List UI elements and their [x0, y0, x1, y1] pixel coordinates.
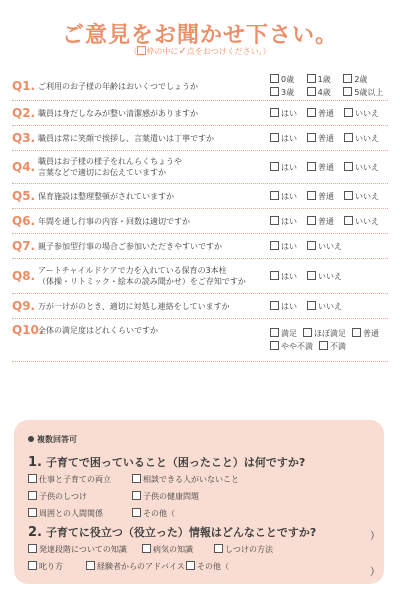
answer-option[interactable]	[270, 86, 299, 99]
answer-option[interactable]	[307, 161, 334, 174]
question-text: 職員は常に笑顔で挨拶し、言葉遣いは丁寧ですか	[38, 133, 214, 143]
checkbox[interactable]	[270, 108, 279, 117]
answer-label: いいえ	[355, 108, 379, 118]
multiple-answer-panel	[14, 420, 384, 584]
answer-option[interactable]	[307, 73, 336, 86]
answer-options	[270, 215, 388, 228]
checkbox[interactable]	[270, 216, 279, 225]
answer-label: やや不満	[281, 342, 313, 351]
multi-option[interactable]	[214, 544, 273, 555]
multi-question-2	[28, 524, 316, 540]
multi-option-label: 発達段階についての知識	[39, 545, 127, 554]
answer-label: 普通	[318, 162, 334, 172]
answer-label: 普通	[318, 216, 334, 226]
question-row	[12, 319, 388, 362]
answer-label: いいえ	[355, 162, 379, 172]
question-number: Q6.	[12, 214, 36, 228]
answer-option[interactable]	[307, 107, 334, 120]
answer-label: 普通	[318, 108, 334, 118]
answer-label: はい	[281, 301, 297, 311]
checkbox[interactable]	[307, 74, 316, 83]
answer-label: いいえ	[355, 216, 379, 226]
multi-option-label: 子供のしつけ	[39, 492, 87, 501]
question-text: アートチャイルドケアで力を入れている保育の3本柱 （体操・リトミック・絵本の読み聞かせ）をご存知ですか	[38, 266, 246, 286]
question-text: 職員は身だしなみが整い清潔感がありますか	[38, 108, 198, 118]
question-text: 職員はお子様の様子をれんらくちょうや 言葉などで適切にお伝えていますか	[38, 157, 182, 177]
answer-label: 普通	[318, 133, 334, 143]
checkbox[interactable]	[270, 87, 279, 96]
answer-option[interactable]	[307, 86, 336, 99]
checkbox[interactable]	[28, 474, 37, 483]
answer-options	[270, 240, 388, 253]
answer-option[interactable]	[270, 300, 297, 313]
answer-option[interactable]	[303, 327, 346, 340]
multi-option-label: 経験者からのアドバイス	[97, 562, 185, 571]
answer-options	[270, 161, 388, 174]
multi-option-label: 病気の知識	[153, 545, 193, 554]
checkbox[interactable]	[344, 162, 353, 171]
answer-label: はい	[281, 216, 297, 226]
answer-option[interactable]	[319, 340, 346, 353]
checkbox[interactable]	[132, 474, 141, 483]
answer-option[interactable]	[270, 107, 297, 120]
question-number: Q5.	[12, 189, 36, 203]
answer-label: いいえ	[318, 241, 342, 251]
answer-option[interactable]	[270, 215, 297, 228]
checkbox[interactable]	[132, 508, 141, 517]
multi-q2-number: 2.	[28, 525, 42, 540]
checkbox[interactable]	[307, 301, 316, 310]
checkmark-icon: ✓	[178, 46, 187, 57]
answer-label: いいえ	[355, 191, 379, 201]
multi-option[interactable]	[28, 561, 63, 572]
checkbox[interactable]	[270, 162, 279, 171]
answer-option[interactable]	[307, 190, 334, 203]
checkbox[interactable]	[28, 508, 37, 517]
checkbox[interactable]	[270, 341, 279, 350]
question-text: 保育施設は整理整頓がされていますか	[38, 191, 174, 201]
question-text: ご利用のお子様の年齢はおいくつでしょうか	[38, 81, 198, 91]
question-number: Q2.	[12, 106, 36, 120]
question-text: 万が一けがのとき、適切に対処し連絡をしていますか	[38, 301, 230, 311]
checkbox[interactable]	[28, 491, 37, 500]
multi-q2-text: 子育てに役立つ（役立った）情報はどんなことですか?	[45, 526, 317, 539]
answer-options	[270, 270, 388, 283]
checkbox[interactable]	[214, 544, 223, 553]
answer-option[interactable]	[270, 240, 297, 253]
answer-option[interactable]	[352, 327, 379, 340]
multi-option-label: 叱り方	[39, 562, 63, 571]
checkbox[interactable]	[270, 301, 279, 310]
multi-question-1	[28, 454, 305, 470]
answer-label: いいえ	[355, 133, 379, 143]
multi-option[interactable]	[132, 491, 199, 502]
answer-options	[270, 73, 388, 99]
multi-option[interactable]	[186, 561, 229, 572]
checkbox[interactable]	[307, 162, 316, 171]
bullet-icon	[28, 436, 34, 442]
checkbox[interactable]	[352, 328, 361, 337]
answer-label: はい	[281, 108, 297, 118]
answer-label: 4歳	[317, 88, 331, 97]
answer-option[interactable]	[344, 215, 379, 228]
answer-label: 1歳	[317, 75, 331, 84]
checkbox[interactable]	[344, 191, 353, 200]
multi-q1-number: 1.	[28, 455, 42, 470]
checkbox[interactable]	[344, 133, 353, 142]
checkbox[interactable]	[343, 74, 352, 83]
checkbox[interactable]	[270, 133, 279, 142]
checkbox[interactable]	[270, 241, 279, 250]
answer-label: 2歳	[354, 75, 368, 84]
question-row	[12, 259, 388, 294]
answer-options	[270, 132, 388, 145]
instruction-text	[0, 46, 400, 57]
answer-option[interactable]	[343, 73, 388, 86]
answer-option[interactable]	[270, 73, 299, 86]
question-row	[12, 184, 388, 209]
multi-option[interactable]	[28, 491, 87, 502]
answer-option[interactable]	[344, 161, 379, 174]
multi-option[interactable]	[86, 561, 185, 572]
answer-label: 0歳	[281, 75, 295, 84]
checkbox[interactable]	[270, 74, 279, 83]
question-number: Q8.	[12, 269, 36, 283]
checkbox[interactable]	[28, 561, 37, 570]
multi-option-label: 相談できる人がいないこと	[143, 475, 239, 484]
checkbox[interactable]	[303, 328, 312, 337]
question-number: Q7.	[12, 239, 36, 253]
checkbox[interactable]	[307, 241, 316, 250]
multi-heading-label: 複数回答可	[37, 435, 77, 444]
question-row	[12, 209, 388, 234]
question-row	[12, 151, 388, 184]
question-number: Q3.	[12, 131, 36, 145]
answer-option[interactable]	[270, 340, 313, 353]
checkbox[interactable]	[186, 561, 195, 570]
multi-option[interactable]	[28, 544, 127, 555]
answer-label: はい	[281, 162, 297, 172]
answer-option[interactable]	[270, 190, 297, 203]
answer-label: はい	[281, 133, 297, 143]
question-text: 親子参加型行事の場合ご参加いただきやすいですか	[38, 241, 222, 251]
checkbox[interactable]	[343, 87, 352, 96]
checkbox[interactable]	[344, 216, 353, 225]
checkbox[interactable]	[344, 108, 353, 117]
checkbox[interactable]	[270, 271, 279, 280]
question-number: Q4.	[12, 160, 36, 174]
question-text: 全体の満足度はどれくらいですか	[38, 326, 158, 335]
close-paren: ）	[370, 567, 380, 578]
answer-option[interactable]	[270, 270, 297, 283]
answer-option[interactable]	[307, 240, 342, 253]
multi-option[interactable]	[142, 544, 193, 555]
answer-option[interactable]	[344, 132, 379, 145]
answer-label: はい	[281, 241, 297, 251]
answer-option[interactable]	[307, 270, 342, 283]
question-row	[12, 294, 388, 319]
answer-label: 満足	[281, 329, 297, 338]
answer-option[interactable]	[344, 107, 379, 120]
multi-heading	[28, 434, 77, 445]
page-title: ご意見をお聞かせ下さい。	[61, 23, 338, 48]
checkbox[interactable]	[307, 87, 316, 96]
question-number: Q9.	[12, 299, 36, 313]
answer-option[interactable]	[270, 327, 297, 340]
question-row	[12, 126, 388, 151]
checkbox[interactable]	[319, 341, 328, 350]
answer-label: 普通	[318, 191, 334, 201]
checkbox[interactable]	[307, 133, 316, 142]
paren-open: （	[129, 47, 138, 56]
checkbox[interactable]	[86, 561, 95, 570]
checkbox[interactable]	[307, 191, 316, 200]
checkbox[interactable]	[132, 491, 141, 500]
answer-options	[270, 107, 388, 120]
multi-q1-text: 子育てで困っていること（困ったこと）は何ですか?	[45, 456, 306, 469]
answer-label: 3歳	[281, 88, 295, 97]
multi-option[interactable]	[28, 508, 103, 519]
answer-option[interactable]	[270, 161, 297, 174]
answer-options	[270, 190, 388, 203]
answer-option[interactable]	[343, 86, 388, 99]
answer-label: いいえ	[318, 271, 342, 281]
answer-options	[270, 327, 388, 353]
multi-option-label: その他（	[197, 562, 229, 571]
instruction-mid: 枠の中に	[146, 47, 179, 56]
multi-option-label: 仕事と子育ての両立	[39, 475, 111, 484]
checkbox[interactable]	[270, 328, 279, 337]
checkbox[interactable]	[270, 191, 279, 200]
multi-option[interactable]	[132, 474, 239, 485]
answer-label: ほぼ満足	[314, 329, 346, 338]
question-row	[12, 234, 388, 259]
answer-option[interactable]	[307, 300, 342, 313]
answer-label: いいえ	[318, 301, 342, 311]
multi-option[interactable]	[28, 474, 111, 485]
answer-label: はい	[281, 271, 297, 281]
checkbox[interactable]	[28, 544, 37, 553]
question-number: Q10.	[12, 323, 44, 337]
answer-label: はい	[281, 191, 297, 201]
answer-options	[270, 300, 388, 313]
checkbox[interactable]	[307, 271, 316, 280]
multi-option-label: しつけの方法	[225, 545, 273, 554]
answer-label: 5歳以上	[354, 88, 384, 97]
checkbox[interactable]	[307, 108, 316, 117]
close-paren: ）	[370, 531, 380, 542]
multi-option-label: 子供の健康問題	[143, 492, 199, 501]
checkbox-sample-icon	[137, 46, 146, 55]
question-text: 年間を通し行事の内容・回数は適切ですか	[38, 216, 190, 226]
answer-option[interactable]	[344, 190, 379, 203]
question-number: Q1.	[12, 79, 36, 93]
answer-option[interactable]	[307, 132, 334, 145]
instruction-end: 点をおつけください。）	[186, 47, 271, 56]
multi-option-label: その他（	[143, 509, 175, 518]
answer-option[interactable]	[270, 132, 297, 145]
checkbox[interactable]	[307, 216, 316, 225]
question-row	[12, 72, 388, 101]
question-list	[12, 72, 388, 362]
answer-label: 普通	[363, 329, 379, 338]
checkbox[interactable]	[142, 544, 151, 553]
question-row	[12, 101, 388, 126]
answer-label: 不満	[330, 342, 346, 351]
multi-option[interactable]	[132, 508, 175, 519]
answer-option[interactable]	[307, 215, 334, 228]
multi-option-label: 周囲との人間関係	[39, 509, 103, 518]
